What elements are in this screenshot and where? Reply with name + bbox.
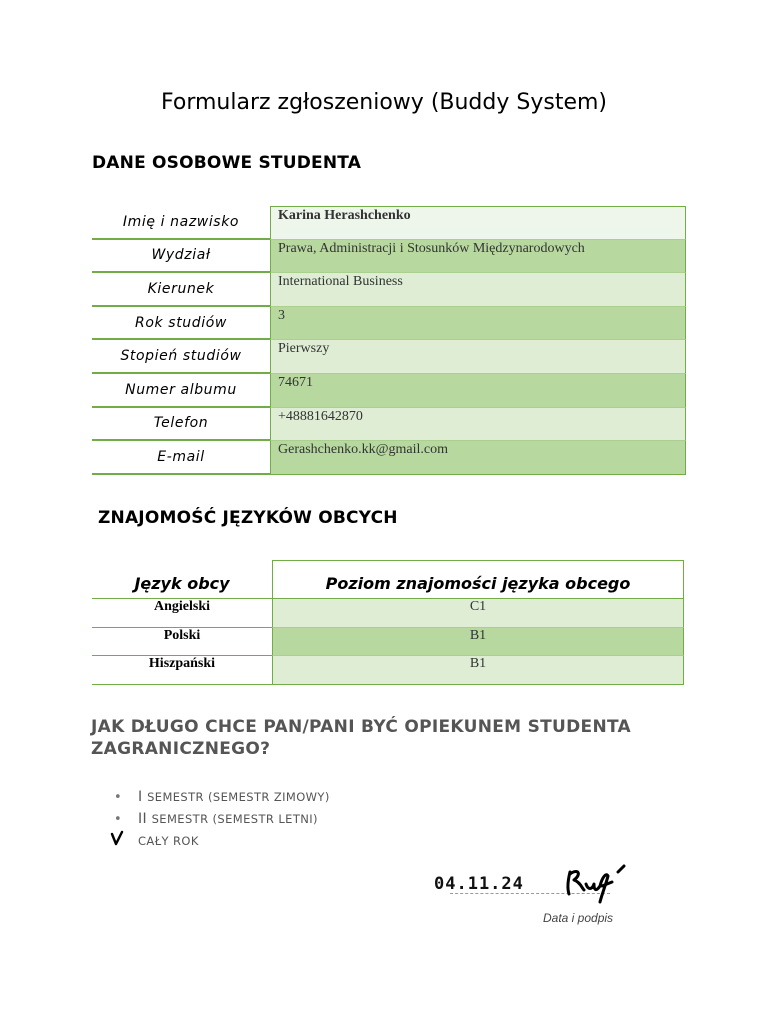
table-row bbox=[92, 656, 684, 685]
handwritten-signature-icon bbox=[432, 860, 632, 910]
language-level-field[interactable]: C1 bbox=[272, 599, 684, 628]
field-label: Kierunek bbox=[92, 273, 270, 307]
column-header-level: Poziom znajomości języka obcego bbox=[272, 560, 684, 599]
table-row bbox=[92, 206, 686, 240]
name-field[interactable]: Karina Herashchenko bbox=[270, 206, 686, 240]
option-label: CAŁY ROK bbox=[138, 833, 199, 848]
field-label: Stopień studiów bbox=[92, 340, 270, 374]
page-title: Formularz zgłoszeniowy (Buddy System) bbox=[160, 90, 607, 115]
option-roman: II bbox=[138, 811, 148, 827]
phone-field[interactable]: +48881642870 bbox=[270, 408, 686, 442]
table-row bbox=[92, 240, 686, 274]
table-row bbox=[92, 273, 686, 307]
option-roman: I bbox=[138, 789, 143, 805]
field-label: Numer albumu bbox=[92, 374, 270, 408]
languages-table bbox=[92, 560, 684, 685]
major-field[interactable]: International Business bbox=[270, 273, 686, 307]
faculty-field[interactable]: Prawa, Administracji i Stosunków Międzynarodowych bbox=[270, 240, 686, 274]
table-row bbox=[92, 599, 684, 628]
field-label: Wydział bbox=[92, 240, 270, 274]
language-name: Angielski bbox=[92, 599, 272, 628]
field-label: Telefon bbox=[92, 408, 270, 442]
language-name: Polski bbox=[92, 628, 272, 657]
bullet-icon: • bbox=[114, 811, 123, 827]
table-row bbox=[92, 340, 686, 374]
language-level-field[interactable]: B1 bbox=[272, 656, 684, 685]
table-row bbox=[92, 374, 686, 408]
degree-field[interactable]: Pierwszy bbox=[270, 340, 686, 374]
option-summer-semester[interactable] bbox=[108, 808, 330, 830]
duration-question: JAK DŁUGO CHCE PAN/PANI BYĆ OPIEKUNEM STUDENTA ZAGRANICZNEGO? bbox=[91, 717, 632, 759]
language-level-field[interactable]: B1 bbox=[272, 628, 684, 657]
table-row bbox=[92, 628, 684, 657]
option-label: SEMESTR (SEMESTR LETNI) bbox=[151, 812, 318, 826]
table-row bbox=[92, 441, 686, 475]
field-label: Imię i nazwisko bbox=[92, 206, 270, 240]
signature-date: 04.11.24 bbox=[434, 874, 524, 894]
languages-heading: ZNAJOMOŚĆ JĘZYKÓW OBCYCH bbox=[98, 508, 398, 528]
year-field[interactable]: 3 bbox=[270, 307, 686, 341]
field-label: Rok studiów bbox=[92, 307, 270, 341]
bullet-icon: • bbox=[114, 789, 123, 805]
language-name: Hiszpański bbox=[92, 656, 272, 685]
option-winter-semester[interactable] bbox=[108, 786, 330, 808]
table-row bbox=[92, 408, 686, 442]
checkmark-icon bbox=[110, 830, 126, 848]
table-header bbox=[92, 560, 684, 599]
personal-data-heading: DANE OSOBOWE STUDENTA bbox=[92, 153, 362, 173]
option-label: SEMESTR (SEMESTR ZIMOWY) bbox=[147, 790, 330, 804]
field-label: E-mail bbox=[92, 441, 270, 475]
signature-caption: Data i podpis bbox=[543, 911, 614, 925]
option-full-year[interactable] bbox=[108, 830, 330, 852]
table-row bbox=[92, 307, 686, 341]
column-header-language: Język obcy bbox=[92, 560, 272, 599]
album-number-field[interactable]: 74671 bbox=[270, 374, 686, 408]
personal-data-table bbox=[92, 206, 686, 475]
email-field[interactable]: Gerashchenko.kk@gmail.com bbox=[270, 441, 686, 475]
duration-options bbox=[108, 786, 330, 852]
